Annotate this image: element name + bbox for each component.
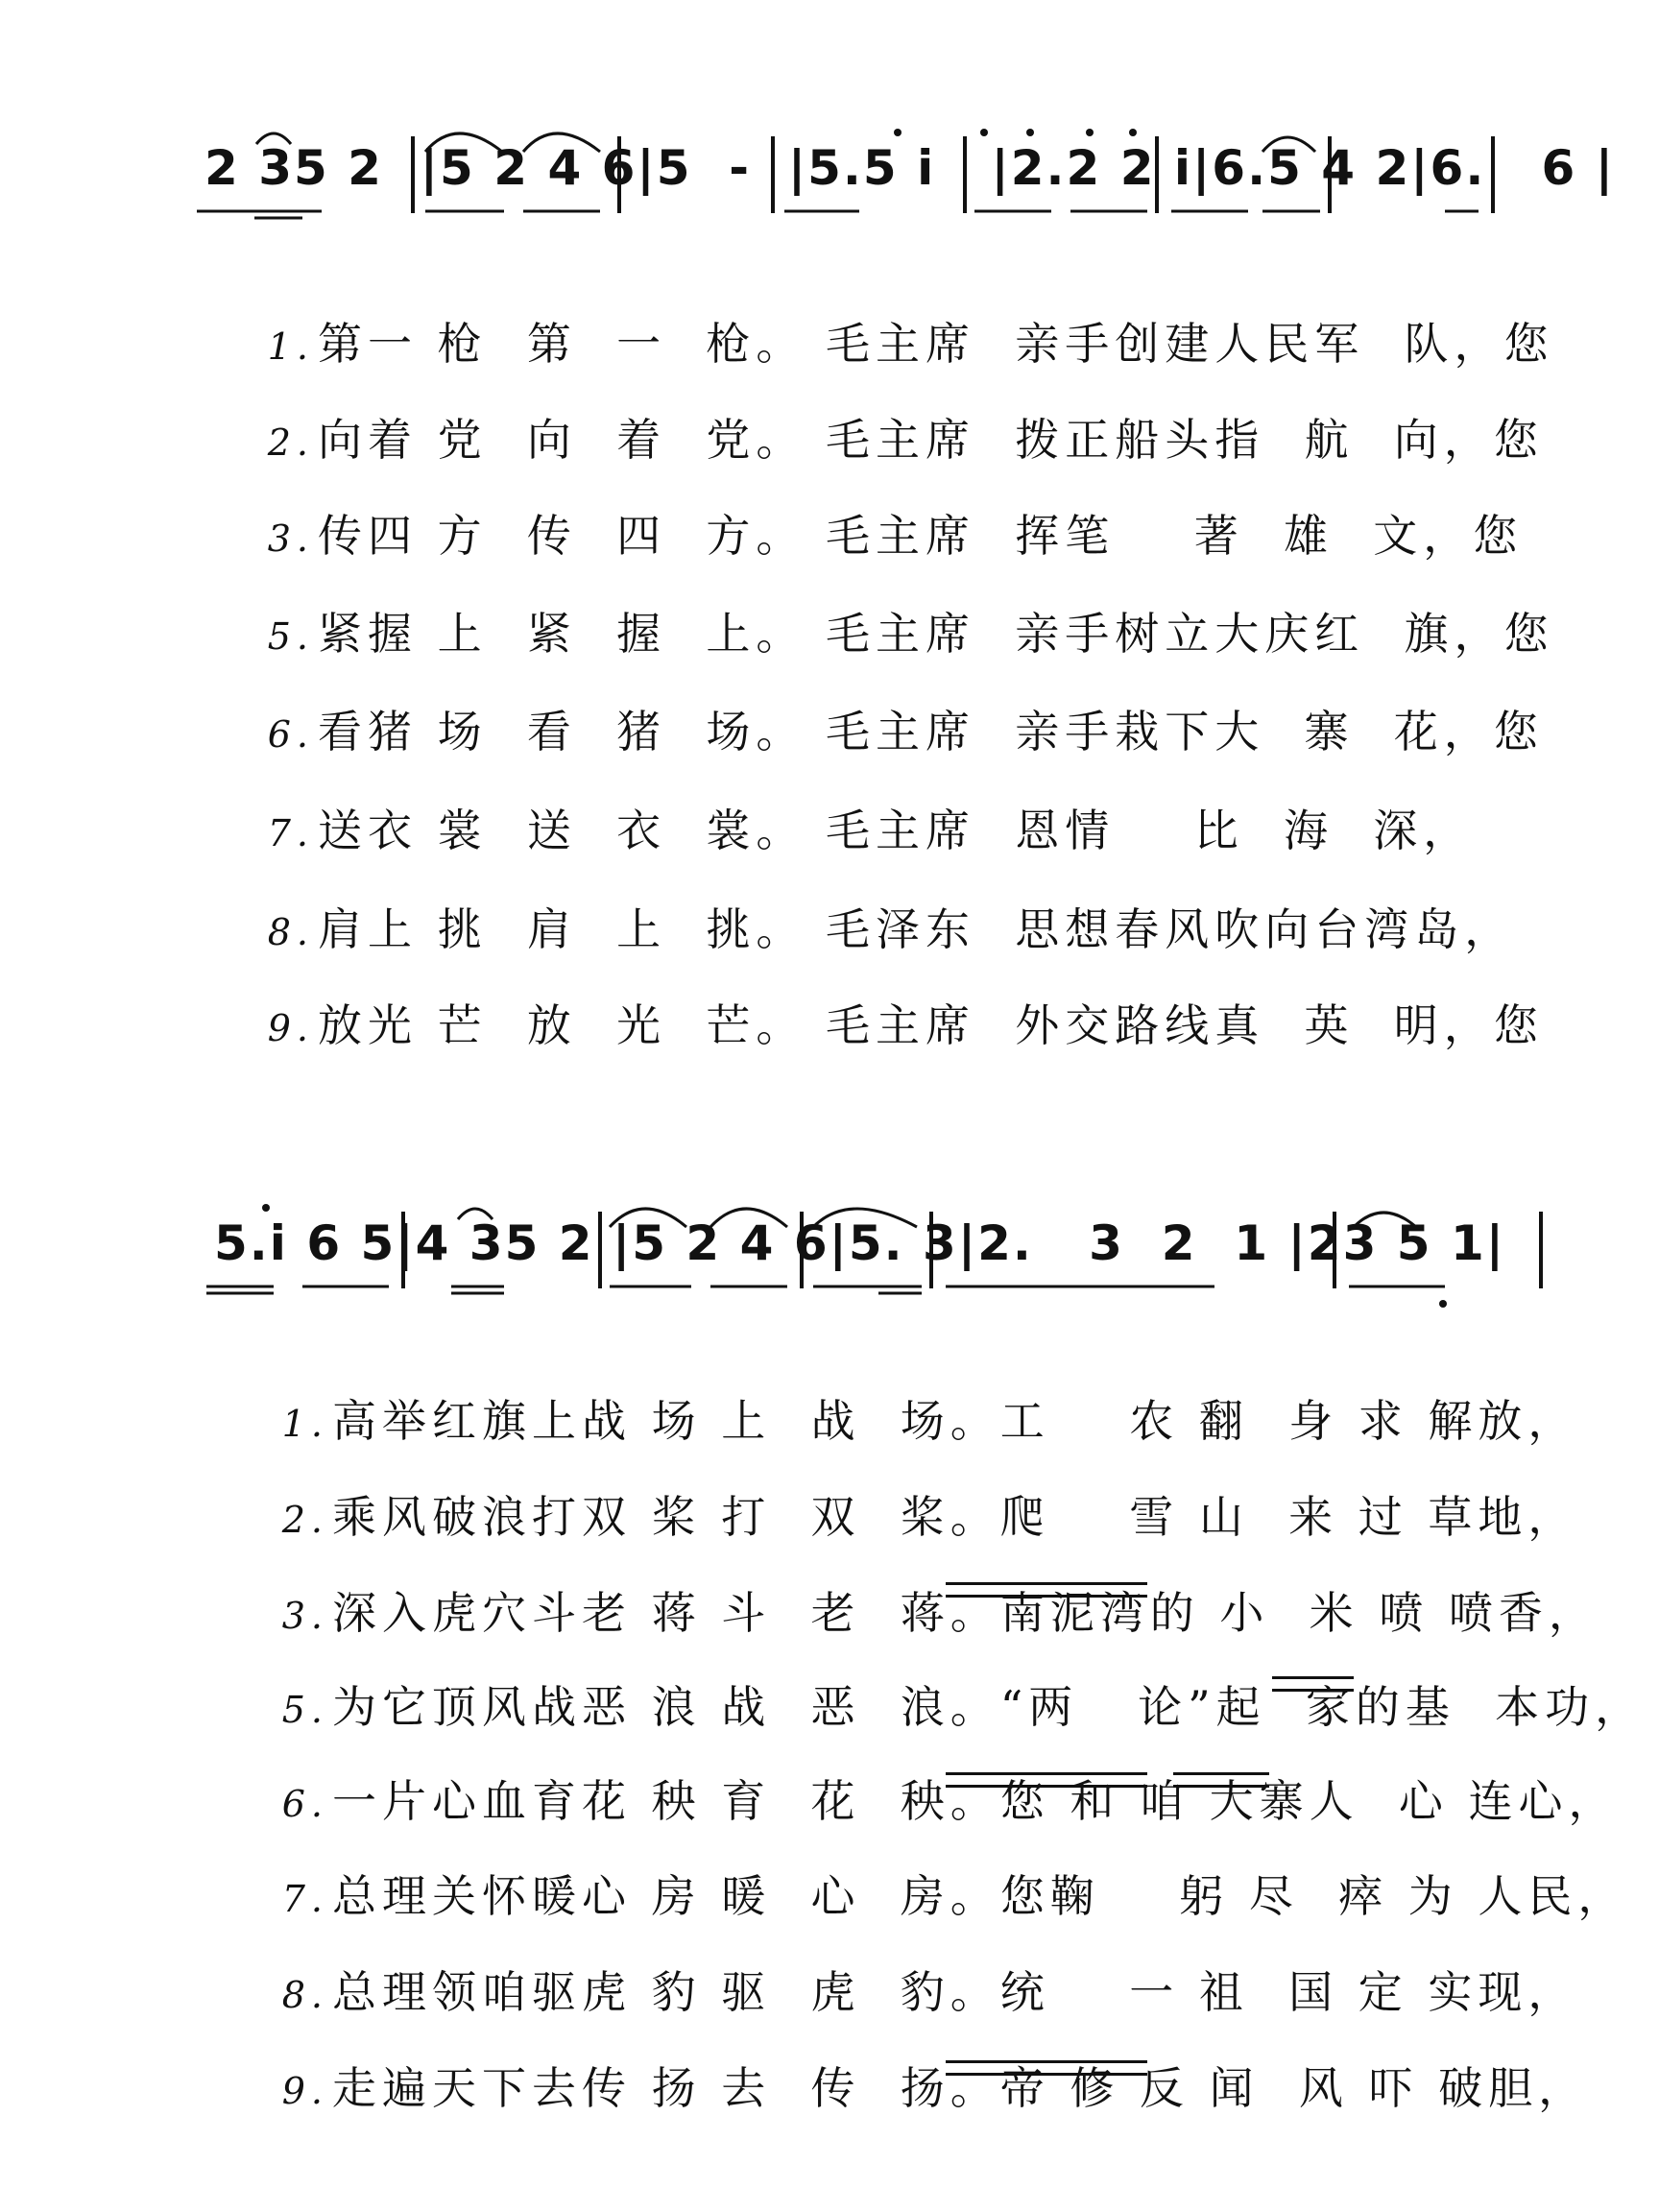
lyric-text: 深入虎穴斗老 蒋 斗 老 蒋。南泥湾的 小 米 喷 喷香， bbox=[332, 1587, 1599, 1639]
lyric-text: 看猪 场 看 猪 场。 毛主席 亲手栽下大 寨 花，您 bbox=[318, 706, 1544, 757]
octave-dot bbox=[894, 129, 902, 136]
octave-dot bbox=[1439, 1300, 1447, 1308]
lyric-line bbox=[163, 1334, 1578, 1447]
lyric-line bbox=[149, 939, 1544, 1051]
lyric-line bbox=[163, 1715, 1619, 1827]
verse-number: 5. bbox=[267, 615, 314, 658]
octave-dot bbox=[262, 1204, 270, 1212]
lyric-line bbox=[163, 2002, 1589, 2114]
lyric-line bbox=[149, 353, 1544, 466]
verse-number: 5. bbox=[281, 1689, 328, 1731]
octave-dot bbox=[1086, 129, 1094, 136]
double-underline bbox=[1173, 1772, 1269, 1788]
verse-number: 9. bbox=[267, 1007, 314, 1049]
verse-number: 6. bbox=[267, 713, 314, 756]
lyric-line bbox=[163, 1527, 1599, 1639]
lyric-text: 走遍天下去传 扬 去 传 扬。帝 修 反 闻 风 吓 破胆， bbox=[332, 2062, 1589, 2114]
lyric-text: 一片心血育花 秧 育 花 秧。您 和 咱 大寨人 心 连心， bbox=[332, 1775, 1619, 1827]
lyric-line bbox=[149, 744, 1474, 856]
verse-number: 2. bbox=[281, 1499, 328, 1541]
verse-number: 8. bbox=[267, 911, 314, 953]
double-underline bbox=[946, 1582, 1147, 1598]
lyric-text: 肩上 挑 肩 上 挑。 毛泽东 思想春风吹向台湾岛， bbox=[318, 903, 1515, 955]
lyric-line bbox=[149, 843, 1515, 955]
verse-number: 6. bbox=[281, 1783, 328, 1825]
lyric-text: 紧握 上 紧 握 上。 毛主席 亲手树立大庆红 旗，您 bbox=[318, 608, 1554, 660]
lyric-line bbox=[163, 1906, 1578, 2018]
lyric-line bbox=[163, 1621, 1646, 1733]
lyric-text: 送衣 裳 送 衣 裳。 毛主席 恩情 比 海 深， bbox=[318, 805, 1474, 856]
verse-number: 3. bbox=[281, 1595, 328, 1637]
double-underline bbox=[946, 2060, 1147, 2076]
lyric-line bbox=[149, 257, 1554, 370]
verse-number: 7. bbox=[267, 812, 314, 854]
octave-dot bbox=[1026, 129, 1034, 136]
double-underline bbox=[946, 1772, 1147, 1788]
lyric-text: 放光 芒 放 光 芒。 毛主席 外交路线真 英 明，您 bbox=[318, 999, 1544, 1051]
verse-number: 9. bbox=[281, 2070, 328, 2112]
octave-dot bbox=[1129, 129, 1137, 136]
lyric-line bbox=[149, 547, 1554, 660]
notation-text: 2 35 2 |5 2 4 6|5 - |5.5 i |2.2 2 i|6.5 4 2|6. 6 | bbox=[204, 140, 1616, 196]
notation-line-1 bbox=[197, 115, 1616, 202]
verse-number: 8. bbox=[281, 1974, 328, 2016]
verse-number: 2. bbox=[267, 421, 314, 464]
double-underline bbox=[1272, 1676, 1354, 1692]
lyric-line bbox=[149, 645, 1544, 757]
lyric-text: 总理关怀暖心 房 暖 心 房。您鞠 躬 尽 瘁 为 人民， bbox=[332, 1870, 1628, 1922]
lyric-text: 向着 党 向 着 党。 毛主席 拨正船头指 航 向，您 bbox=[318, 414, 1544, 466]
lyric-line bbox=[149, 449, 1524, 562]
lyric-text: 传四 方 传 四 方。 毛主席 挥笔 著 雄 文，您 bbox=[318, 510, 1524, 562]
verse-number: 1. bbox=[281, 1403, 328, 1445]
lyric-text: 高举红旗上战 场 上 战 场。工 农 翻 身 求 解放， bbox=[332, 1395, 1578, 1447]
lyric-line bbox=[163, 1431, 1578, 1543]
lyric-text: 总理领咱驱虎 豹 驱 虎 豹。统 一 祖 国 定 实现， bbox=[332, 1966, 1578, 2018]
notation-text: 5.i 6 5|4 35 2 |5 2 4 6|5. 3|2. 3 2 1 |23 5 1| bbox=[214, 1215, 1506, 1271]
lyric-text: 乘风破浪打双 桨 打 双 桨。爬 雪 山 来 过 草地， bbox=[332, 1491, 1578, 1543]
lyric-text: 为它顶风战恶 浪 战 恶 浪。“两 论”起 家的基 本功， bbox=[332, 1681, 1646, 1733]
verse-number: 3. bbox=[267, 517, 314, 560]
lyric-text: 第一 枪 第 一 枪。 毛主席 亲手创建人民军 队，您 bbox=[318, 318, 1554, 370]
verse-number: 7. bbox=[281, 1878, 328, 1920]
verse-number: 1. bbox=[267, 325, 314, 368]
lyric-line bbox=[163, 1810, 1628, 1922]
octave-dot bbox=[980, 129, 988, 136]
